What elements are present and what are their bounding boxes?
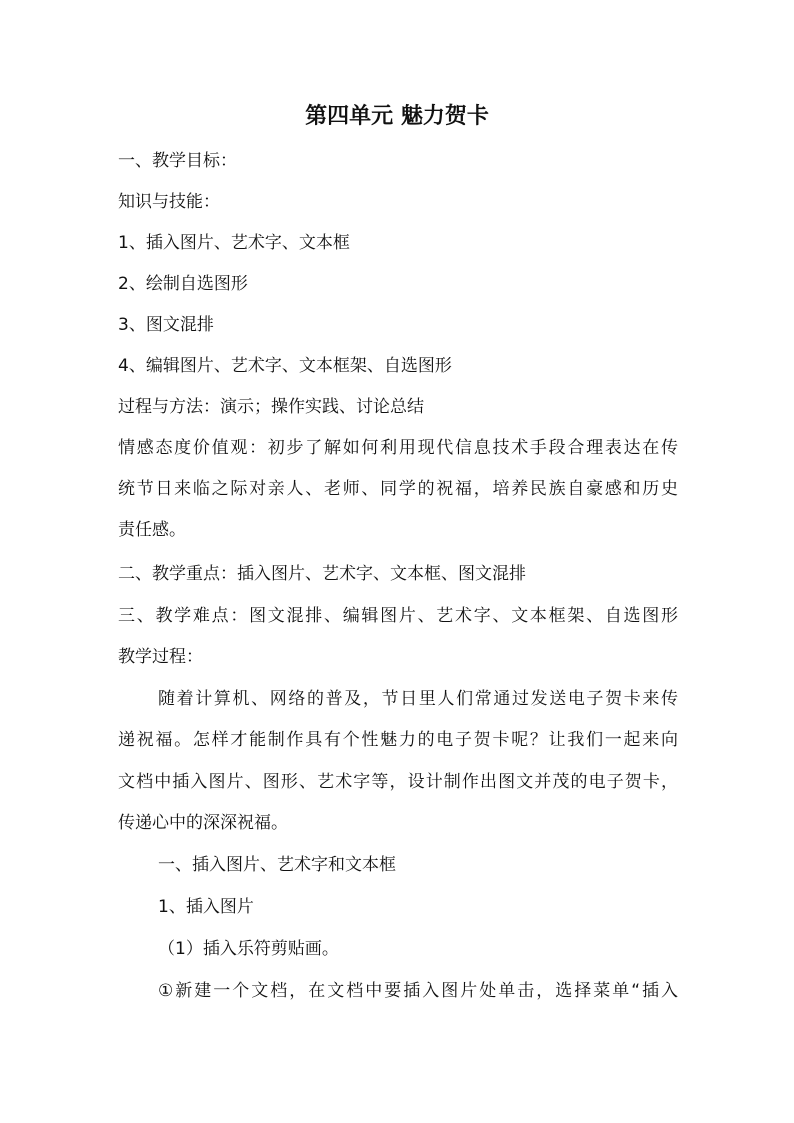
paragraph-line: 统节日来临之际对亲人、老师、同学的祝福，培养民族自豪感和历史: [118, 479, 678, 499]
list-item-3: 3、图文混排: [118, 315, 214, 335]
process-methods-line: 过程与方法：演示；操作实践、讨论总结: [118, 397, 424, 417]
subheading-teaching-process: 教学过程：: [118, 647, 203, 667]
section-heading-key-points: 二、教学重点：插入图片、艺术字、文本框、图文混排: [118, 564, 526, 584]
step-heading: （1）插入乐符剪贴画。: [158, 939, 339, 959]
subheading-insert-picture: 1、插入图片: [158, 897, 254, 917]
section-heading-difficulties: 三、教学难点：图文混排、编辑图片、艺术字、文本框架、自选图形: [118, 606, 678, 626]
paragraph-line: 递祝福。怎样才能制作具有个性魅力的电子贺卡呢？让我们一起来向: [118, 730, 678, 750]
section-heading-objectives: 一、教学目标：: [118, 151, 237, 171]
list-item-1: 1、插入图片、艺术字、文本框: [118, 233, 350, 253]
list-item-2: 2、绘制自选图形: [118, 274, 248, 294]
section-heading-insert: 一、插入图片、艺术字和文本框: [158, 855, 396, 875]
list-item-4: 4、编辑图片、艺术字、文本框架、自选图形: [118, 356, 452, 376]
subheading-knowledge-skills: 知识与技能：: [118, 192, 220, 212]
paragraph-line: 随着计算机、网络的普及，节日里人们常通过发送电子贺卡来传: [158, 689, 678, 709]
paragraph-line: 情感态度价值观：初步了解如何利用现代信息技术手段合理表达在传: [118, 438, 678, 458]
document-title: 第四单元 魅力贺卡: [305, 104, 489, 129]
paragraph-line: 责任感。: [118, 520, 186, 540]
paragraph-line: 传递心中的深深祝福。: [118, 813, 288, 833]
paragraph-line: ①新建一个文档，在文档中要插入图片处单击，选择菜单“插入: [158, 981, 678, 1001]
paragraph-line: 文档中插入图片、图形、艺术字等，设计制作出图文并茂的电子贺卡，: [118, 772, 678, 792]
